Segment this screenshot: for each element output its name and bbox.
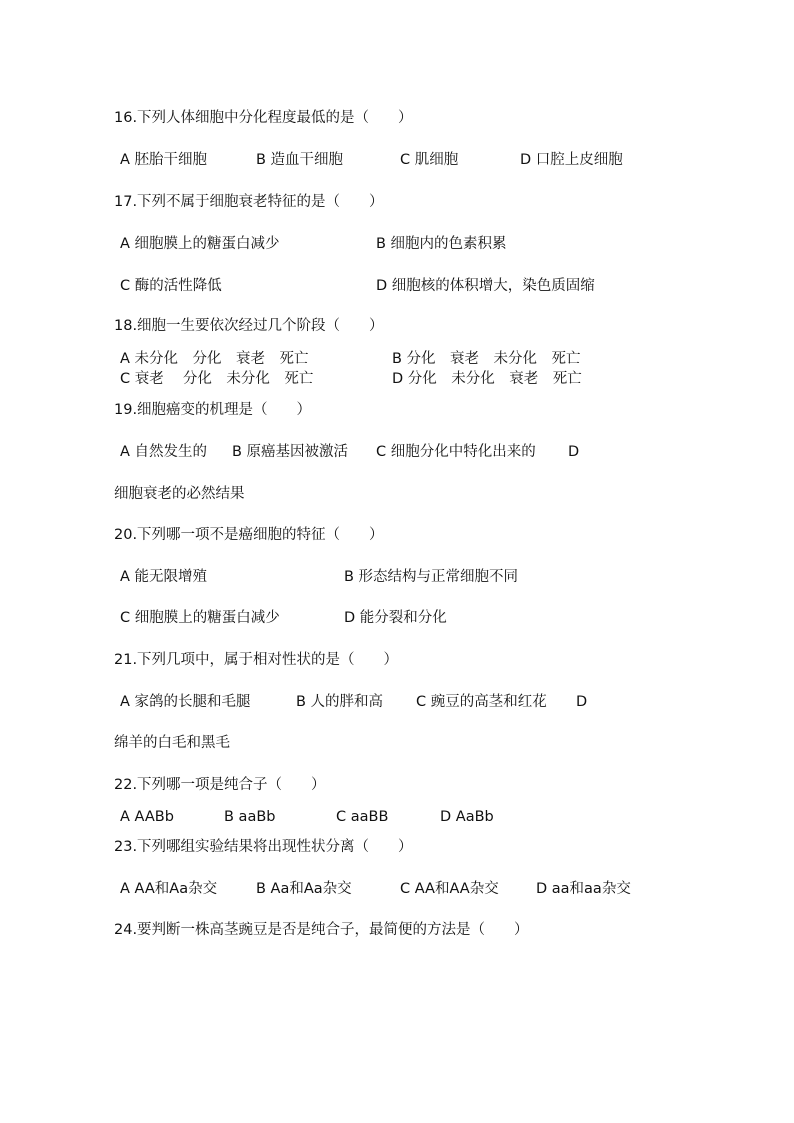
question-19-continuation: 细胞衰老的必然结果 <box>114 486 245 502</box>
question-23-stem: 23.下列哪组实验结果将出现性状分离（ ） <box>114 839 413 855</box>
question-23-option-b: B Aa和Aa杂交 <box>256 881 352 897</box>
question-22-option-a: A AABb <box>120 809 174 825</box>
question-20-option-b: B 形态结构与正常细胞不同 <box>344 569 519 585</box>
question-21-continuation: 绵羊的白毛和黑毛 <box>114 735 230 751</box>
question-17-option-a: A 细胞膜上的糖蛋白减少 <box>120 236 280 252</box>
question-17-stem: 17.下列不属于细胞衰老特征的是（ ） <box>114 194 384 210</box>
question-19-stem: 19.细胞癌变的机理是（ ） <box>114 402 312 418</box>
question-17-option-b: B 细胞内的色素积累 <box>376 236 507 252</box>
question-21-option-c: C 豌豆的高茎和红花 <box>416 694 547 710</box>
question-21-option-b: B 人的胖和高 <box>296 694 384 710</box>
question-16-stem: 16.下列人体细胞中分化程度最低的是（ ） <box>114 110 413 126</box>
question-23-option-d: D aa和aa杂交 <box>536 881 631 897</box>
question-22-option-d: D AaBb <box>440 809 494 825</box>
question-17-option-c: C 酶的活性降低 <box>120 278 222 294</box>
question-18-option-b: B 分化 衰老 未分化 死亡 <box>392 351 581 367</box>
question-17-option-d: D 细胞核的体积增大，染色质固缩 <box>376 278 595 294</box>
question-18-option-c: C 衰老 分化 未分化 死亡 <box>120 371 314 387</box>
question-22-stem: 22.下列哪一项是纯合子（ ） <box>114 777 326 793</box>
question-18-option-a: A 未分化 分化 衰老 死亡 <box>120 351 309 367</box>
question-23-option-c: C AA和AA杂交 <box>400 881 499 897</box>
question-24-stem: 24.要判断一株高茎豌豆是否是纯合子，最简便的方法是（ ） <box>114 922 529 938</box>
question-16-option-d: D 口腔上皮细胞 <box>520 152 623 168</box>
question-18-stem: 18.细胞一生要依次经过几个阶段（ ） <box>114 318 384 334</box>
question-23-option-a: A AA和Aa杂交 <box>120 881 218 897</box>
question-21-option-d: D <box>576 694 588 710</box>
question-16-option-a: A 胚胎干细胞 <box>120 152 208 168</box>
question-22-option-c: C aaBB <box>336 809 389 825</box>
question-19-option-d: D <box>568 444 580 460</box>
question-16-option-b: B 造血干细胞 <box>256 152 344 168</box>
question-20-option-c: C 细胞膜上的糖蛋白减少 <box>120 610 280 626</box>
question-21-option-a: A 家鸽的长腿和毛腿 <box>120 694 251 710</box>
question-20-stem: 20.下列哪一项不是癌细胞的特征（ ） <box>114 527 384 543</box>
question-19-option-c: C 细胞分化中特化出来的 <box>376 444 536 460</box>
question-19-option-b: B 原癌基因被激活 <box>232 444 349 460</box>
question-18-option-d: D 分化 未分化 衰老 死亡 <box>392 371 582 387</box>
question-22-option-b: B aaBb <box>224 809 276 825</box>
question-20-option-d: D 能分裂和分化 <box>344 610 447 626</box>
question-20-option-a: A 能无限增殖 <box>120 569 208 585</box>
question-19-option-a: A 自然发生的 <box>120 444 208 460</box>
question-21-stem: 21.下列几项中，属于相对性状的是（ ） <box>114 652 399 668</box>
question-16-option-c: C 肌细胞 <box>400 152 459 168</box>
